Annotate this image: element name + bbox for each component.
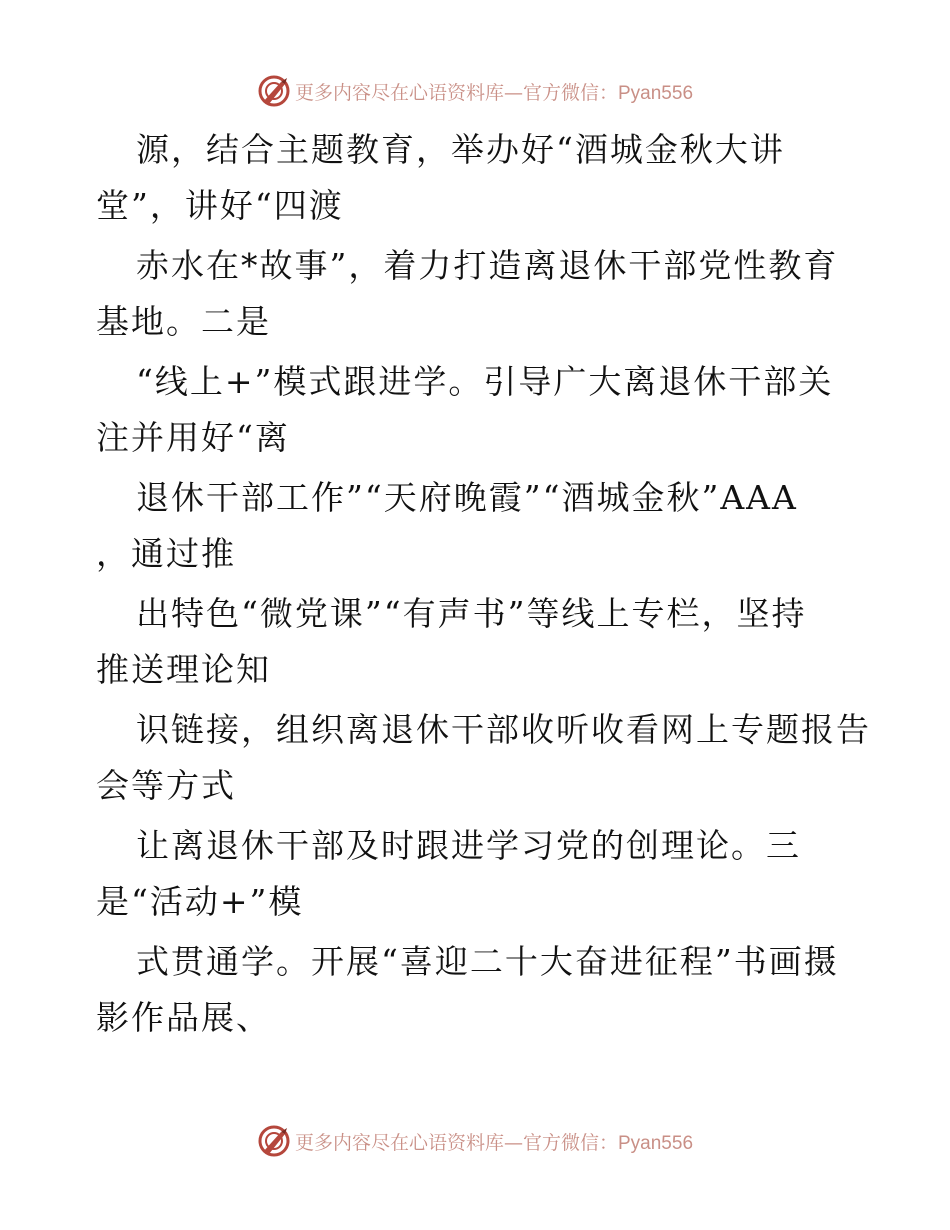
body-line: 是“活动+”模 [96, 882, 304, 921]
body-line: 堂”，讲好“四渡 [96, 186, 344, 225]
pen-logo-icon [257, 74, 291, 108]
body-line: 注并用好“离 [96, 418, 290, 457]
body-line: 退休干部工作”“天府晚霞”“酒城金秋”AAA [136, 478, 798, 517]
header-wechat-id: Pyan556 [618, 82, 694, 104]
body-line: 识链接，组织离退休干部收听收看网上专题报告 [136, 710, 871, 749]
body-line: 式贯通学。开展“喜迎二十大奋进征程”书画摄 [136, 942, 839, 981]
body-line: 赤水在*故事”，着力打造离退休干部党性教育 [136, 246, 839, 285]
body-line: “线上+”模式跟进学。引导广大离退休干部关 [136, 362, 834, 401]
body-line: 让离退休干部及时跟进学习党的创理论。三 [136, 826, 801, 865]
header-site-name: 更多内容尽在心语资料库 [294, 81, 504, 104]
footer-wechat-id: Pyan556 [618, 1132, 694, 1154]
body-line: 源，结合主题教育，举办好“酒城金秋大讲 [136, 130, 785, 169]
body-line: 出特色“微党课”“有声书”等线上专栏，坚持 [136, 594, 807, 633]
header-separator: — [503, 81, 523, 104]
header-banner [0, 71, 950, 111]
header-banner-text [295, 78, 693, 105]
footer-wechat-label: 官方微信： [522, 1131, 618, 1154]
footer-banner-text [295, 1128, 693, 1155]
footer-site-name: 更多内容尽在心语资料库 [294, 1131, 504, 1154]
body-line: 影作品展、 [96, 998, 271, 1037]
pen-logo-icon [257, 1124, 291, 1158]
header-wechat-label: 官方微信： [522, 81, 618, 104]
body-line: 会等方式 [96, 766, 236, 805]
body-line: ，通过推 [96, 534, 236, 573]
footer-banner [0, 1121, 950, 1161]
body-line: 基地。二是 [96, 302, 271, 341]
footer-separator: — [503, 1131, 523, 1154]
body-line: 推送理论知 [96, 650, 271, 689]
